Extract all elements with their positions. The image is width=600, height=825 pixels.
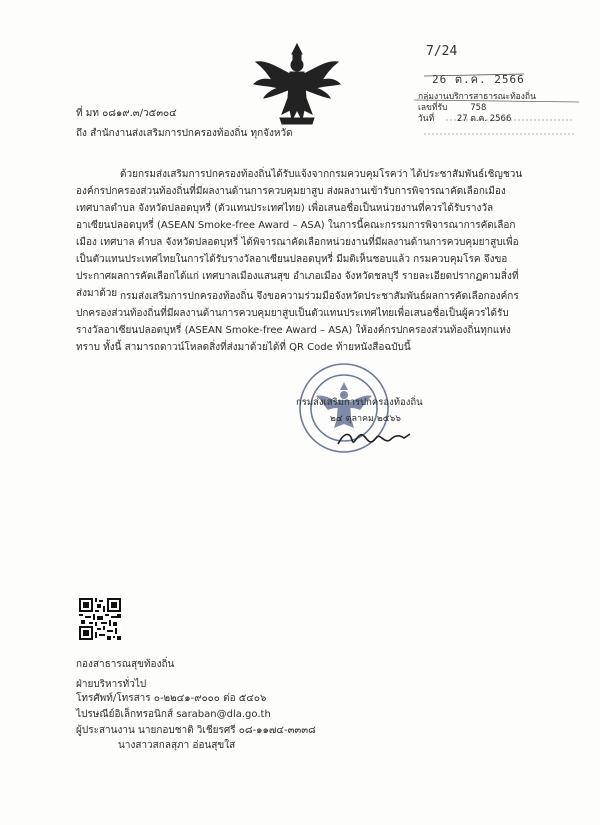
contact-division: กองสาธารณสุขท้องถิ่น — [76, 659, 175, 670]
receiving-register — [418, 92, 588, 125]
register-number-value: 758 — [470, 103, 487, 113]
recipient-line: ถึง สำนักงานส่งเสริมการปกครองท้องถิ่น ทุกจังหวัด — [76, 128, 293, 139]
contact-email: ไปรษณีย์อิเล็กทรอนิกส์ saraban@dla.go.th — [76, 709, 271, 720]
register-date-row — [418, 114, 588, 125]
register-number-label: เลขที่รับ — [418, 103, 448, 113]
signature-organization: กรมส่งเสริมการปกครองท้องถิ่น — [296, 397, 423, 408]
stamp-date: 26 ต.ค. 2566 — [432, 73, 525, 86]
body-paragraph-1: ด้วยกรมส่งเสริมการปกครองท้องถิ่นได้รับแจ้งจากกรมควบคุมโรคว่า ได้ประชาสัมพันธ์เชิญชวนองค์กรปกครองส่วนท้องถิ่นที่มีผลงานด้านการควบคุมยาสูบ ส่งผลงานเข้ารับการพิจารณาคัดเลือกเมือง เทศบาลตำบล จังหวัดปลอดบุหรี่ (ตัวแทนประเทศไทย) เพื่อเสนอชื่อเป็นหน่วยงานที่ควรได้รับรางวัลอาเซียนปลอดบุหรี่ (ASEAN Smoke-free Award – ASA) ในการนี้คณะกรรมการพิจารณาการคัดเลือกเมือง เทศบาล ตำบล จังหวัดปลอดบุหรี่ ได้พิจารณาคัดเลือกหน่วยงานที่มีผลงานด้านการควบคุมยาสูบเพื่อเป็นตัวแทนประเทศไทยในการได้รับรางวัลอาเซียนปลอดบุหรี่ มีมติเห็นชอบแล้ว กรมควบคุมโรค จึงขอประกาศผลการคัดเลือกได้แก่ เทศบาลเมืองแสนสุข อำเภอเมือง จังหวัดชลบุรี รายละเอียดปรากฏตามสิ่งที่ส่งมาด้วย — [76, 169, 523, 299]
contact-phone: โทรศัพท์/โทรสาร ๐-๒๒๔๑-๙๐๐๐ ต่อ ๕๔๐๖ — [76, 693, 267, 704]
register-number-row — [418, 103, 588, 114]
body-paragraph-2: กรมส่งเสริมการปกครองท้องถิ่น จึงขอความร่วมมือจังหวัดประชาสัมพันธ์ผลการคัดเลือกองค์กรปกครองส่วนท้องถิ่นที่มีผลงานด้านการควบคุมยาสูบเป็นตัวแทนประเทศไทยเพื่อเสนอชื่อเป็นผู้ควรได้รับรางวัลอาเซียนปลอดบุหรี่ (ASEAN Smoke-free Award – ASA) ให้องค์กรปกครองส่วนท้องถิ่นทุกแห่งทราบ ทั้งนี้ สามารถดาวน์โหลดสิ่งที่ส่งมาด้วยได้ที่ QR Code ท้ายหนังสือฉบับนี้ — [76, 291, 519, 353]
signature-date: ๒๔ ตุลาคม ๒๕๖๖ — [330, 414, 402, 424]
qr-code-icon — [79, 598, 121, 640]
document-number: ที่ มท ๐๘๑๙.๓/ว๕๓๐๔ — [76, 108, 177, 119]
handwritten-signature — [334, 426, 414, 452]
stamp-receiving-number: 7/24 — [426, 44, 458, 59]
register-org: กลุ่มงานบริการสาธารณะท้องถิ่น — [418, 92, 536, 102]
contact-coordinator-2: นางสาวสกลสุภา อ่อนสุขใส — [118, 740, 236, 751]
garuda-emblem-icon — [252, 40, 342, 126]
register-date-value: 27 ต.ค. 2566 — [456, 114, 512, 124]
register-date-label: วันที่ — [418, 114, 435, 124]
contact-coordinator-1: ผู้ประสานงาน นายกอบชาติ วิเชียรศรี ๐๘-๑๑๗๔-๓๓๓๘ — [76, 725, 316, 736]
contact-section: ฝ่ายบริหารทั่วไป — [76, 679, 147, 690]
